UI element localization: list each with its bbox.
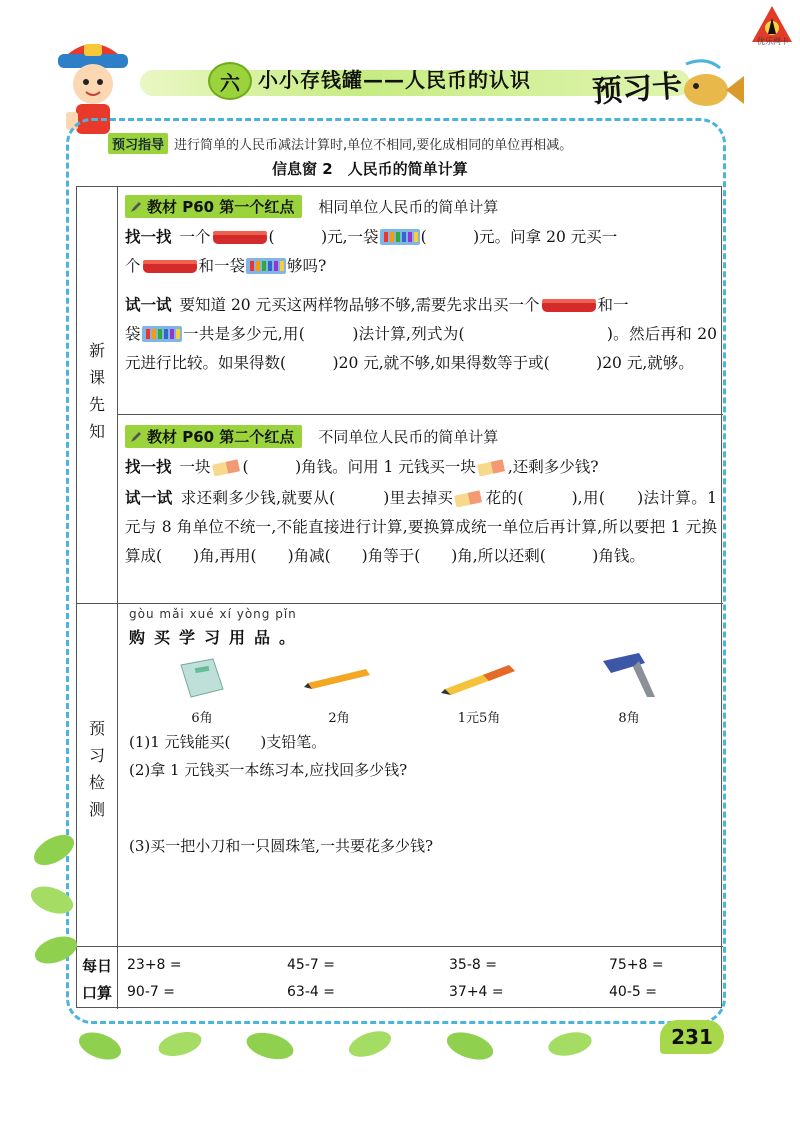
part1-heading: 相同单位人民币的简单计算 <box>318 198 499 216</box>
crayon-pack-icon <box>245 255 287 275</box>
drill-row1-item: 45-7 = <box>287 957 335 973</box>
preview-guide-tag: 预习指导 <box>108 133 168 154</box>
eraser-icon <box>453 489 485 507</box>
drill-row2-item: 90-7 = <box>127 984 175 1000</box>
unit-number-badge: 六 <box>208 62 252 100</box>
section-label-new-lesson: 新 课 先 知 <box>88 341 105 441</box>
pencil-item: 2角 <box>299 657 379 726</box>
fish-illustration <box>676 56 746 116</box>
eraser-icon <box>476 458 508 476</box>
row-divider-part <box>117 414 723 415</box>
part1-find-paragraph: 找一找 一个 ( )元,一袋 ( )元。问拿 20 元买一 个 和一袋 够吗? <box>125 228 618 275</box>
drill-row1-item: 75+8 = <box>609 957 664 973</box>
drill-row1-item: 35-8 = <box>449 957 497 973</box>
part1-textbook-tag: 教材 P60 第一个红点 <box>125 195 302 218</box>
crayon-pack-icon <box>379 226 421 246</box>
part2-textbook-tag: 教材 P60 第二个红点 <box>125 425 302 448</box>
page-number: 231 <box>660 1020 724 1054</box>
worksheet-table <box>76 186 722 1008</box>
drill-row2-item: 37+4 = <box>449 984 504 1000</box>
pencil-icon <box>129 200 143 214</box>
pencil-case-icon <box>211 228 269 246</box>
ballpoint-pen-icon <box>439 657 519 699</box>
leaf-decoration-left <box>24 820 84 1000</box>
preview-guide-text: 进行简单的人民币减法计算时,单位不相同,要化成相同的单位再相减。 <box>174 138 573 153</box>
pencil-item-icon <box>302 657 376 699</box>
title-pinyin: gòu mǎi xué xí yòng pǐn <box>129 607 297 621</box>
ballpoint-pen-item: 1元5角 <box>437 657 521 726</box>
chapter-title: 小小存钱罐——人民币的认识 <box>258 68 531 92</box>
pencil-icon <box>129 430 143 444</box>
section-label-preview-check: 预 习 检 测 <box>88 719 105 819</box>
part1-header <box>125 195 498 218</box>
notebook-icon <box>177 657 227 699</box>
part1-try-paragraph: 试一试 要知道 20 元买这两样物品够不够,需要先求出买一个 和一 袋 一共是多少元,用( )法计算,列式为( )。然后再和 20 元进行比较。如果得数( )20 元,就不够,如果得数等于或( )20 元,就够。 <box>125 296 717 372</box>
part2-heading: 不同单位人民币的简单计算 <box>318 428 499 446</box>
preview-card-label: 预习卡 <box>591 68 684 111</box>
drill-row2-item: 63-4 = <box>287 984 335 1000</box>
notebook-item: 6角 <box>167 657 237 726</box>
drill-row2-item: 40-5 = <box>609 984 657 1000</box>
crayon-pack-icon <box>141 323 183 343</box>
row-divider-section <box>77 603 723 604</box>
drill-row1-item: 23+8 = <box>127 957 182 973</box>
question-1: (1)1 元钱能买( )支铅笔。 <box>129 733 327 751</box>
section-label-daily-drill: 每日 口算 <box>81 957 112 1002</box>
knife-item: 8角 <box>593 651 665 726</box>
info-window-title: 信息窗 2 人民币的简单计算 <box>272 160 468 178</box>
question-2: (2)拿 1 元钱买一本练习本,应找回多少钱? <box>129 761 408 779</box>
leaf-decoration-bottom <box>70 1022 650 1068</box>
question-3: (3)买一把小刀和一只圆珠笔,一共要花多少钱? <box>129 837 434 855</box>
pocket-knife-icon <box>599 651 659 699</box>
part2-header <box>125 425 498 448</box>
eraser-icon <box>211 458 243 476</box>
column-divider <box>117 187 118 1009</box>
pencil-case-icon <box>540 296 598 314</box>
pencil-case-icon <box>141 257 199 275</box>
preview-guide <box>108 133 572 154</box>
buy-supplies-title: 购买学习用品。 <box>129 628 305 647</box>
part2-try-paragraph: 试一试 求还剩多少钱,就要从( )里去掉买 花的( ),用( )法计算。1 元与 8 角单位不统一,不能直接进行计算,要换算成统一单位后再计算,所以要把 1 元换算成( )角,再用( )角减( )角等于( )角,所以还剩( )角钱。 <box>125 489 717 565</box>
row-divider-drill <box>77 946 723 947</box>
publisher-logo-text: 优乐网卡 <box>757 37 789 46</box>
part2-find-paragraph: 找一找 一块 ( )角钱。问用 1 元钱买一块 ,还剩多少钱? <box>125 458 599 476</box>
